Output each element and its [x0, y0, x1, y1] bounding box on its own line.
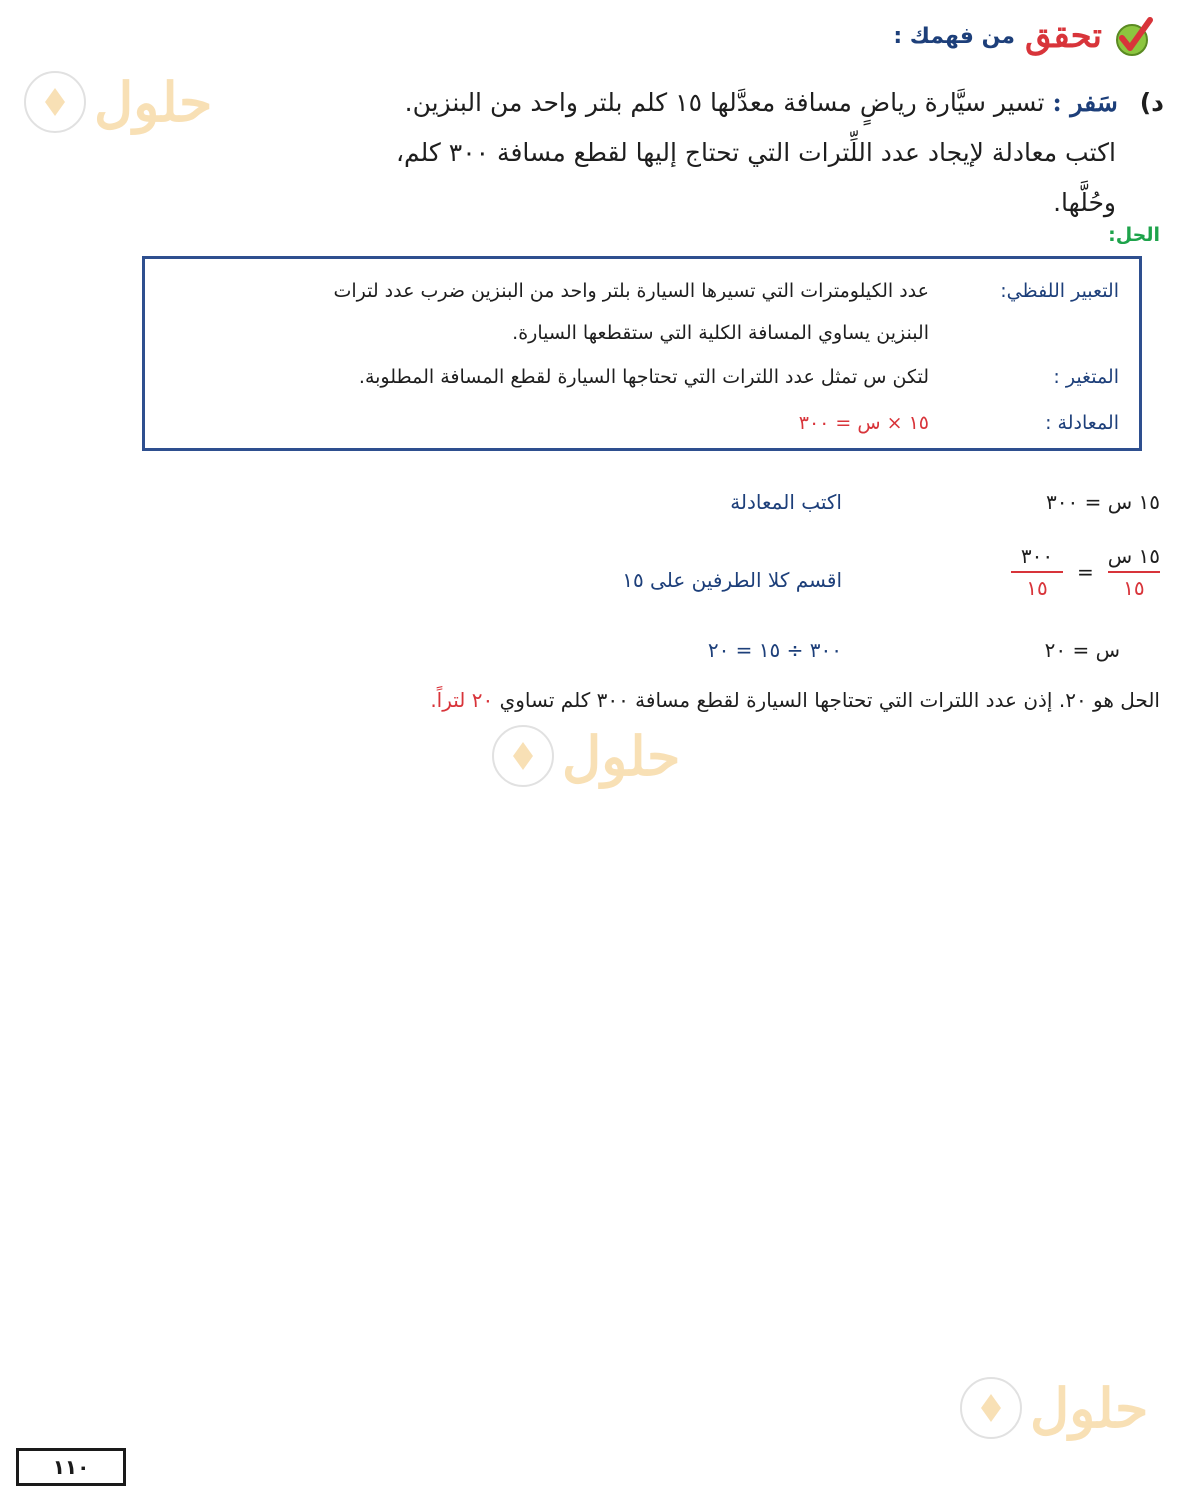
- logo-badge-icon: [24, 71, 86, 133]
- verbal-row-2: [512, 311, 929, 355]
- step-1-note: اكتب المعادلة: [730, 490, 842, 514]
- equation-row: [799, 401, 1119, 445]
- problem-text-1: تسير سيَّارة رياضٍ مسافة معدَّلها ١٥ كلم بلتر واحد من البنزين.: [404, 88, 1045, 117]
- fraction-left: [1108, 544, 1160, 600]
- watermark-text: حلول: [94, 70, 213, 134]
- header-title: تحقق: [1025, 16, 1102, 56]
- step-1-equation: ١٥ س = ٣٠٠: [1046, 490, 1160, 514]
- fraction-right-numerator: ٣٠٠: [1020, 544, 1054, 568]
- checkmark-icon: [1112, 14, 1156, 58]
- watermark-logo: [492, 724, 680, 788]
- watermark-logo: [960, 1376, 1148, 1440]
- solution-label: الحل:: [1108, 224, 1160, 246]
- conclusion-answer: ٢٠ لتراً.: [430, 688, 494, 712]
- step-2-note: اقسم كلا الطرفين على ١٥: [622, 568, 842, 592]
- variable-row: [359, 355, 1119, 399]
- fraction-right-denominator: ١٥: [1026, 576, 1048, 600]
- problem-keyword: سَفر :: [1052, 88, 1118, 117]
- variable-text: لتكن س تمثل عدد اللترات التي تحتاجها السيارة لقطع المسافة المطلوبة.: [358, 366, 929, 388]
- verbal-text-2: البنزين يساوي المسافة الكلية التي ستقطعها السيارة.: [512, 322, 929, 344]
- equation-label: المعادلة :: [1045, 412, 1119, 434]
- fraction-left-denominator: ١٥: [1123, 576, 1145, 600]
- equation-text: ١٥ × س = ٣٠٠: [798, 412, 929, 434]
- problem-letter: د): [1139, 88, 1164, 117]
- logo-badge-icon: [492, 725, 554, 787]
- page-number: ١١٠: [16, 1448, 126, 1486]
- watermark-text: حلول: [562, 724, 681, 788]
- problem-line-3: وحُلَّها.: [1053, 188, 1116, 217]
- equals-sign: =: [1076, 560, 1094, 584]
- conclusion-text: الحل هو ٢٠. إذن عدد اللترات التي تحتاجها السيارة لقطع مسافة ٣٠٠ كلم تساوي: [499, 688, 1160, 712]
- fraction-bar: [1011, 571, 1063, 573]
- watermark-logo: [24, 70, 212, 134]
- logo-badge-icon: [960, 1377, 1022, 1439]
- section-header: [893, 14, 1156, 58]
- conclusion: [430, 688, 1160, 712]
- fraction-right: [1011, 544, 1063, 600]
- step-3-equation: س = ٢٠: [1044, 638, 1120, 662]
- problem-line-2: اكتب معادلة لإيجاد عدد اللِّترات التي تحتاج إليها لقطع مسافة ٣٠٠ كلم،: [395, 138, 1116, 167]
- watermark-text: حلول: [1030, 1376, 1149, 1440]
- fraction-left-numerator: ١٥ س: [1107, 544, 1160, 568]
- verbal-text-1: عدد الكيلومترات التي تسيرها السيارة بلتر واحد من البنزين ضرب عدد لترات: [333, 280, 929, 302]
- verbal-row: [333, 269, 1119, 313]
- verbal-label: التعبير اللفظي:: [1000, 280, 1119, 302]
- problem-line-1: [204, 78, 1164, 128]
- variable-label: المتغير :: [1053, 366, 1119, 388]
- header-subtitle: من فهمك :: [893, 23, 1016, 49]
- step-3-note: ٣٠٠ ÷ ١٥ = ٢٠: [707, 638, 842, 662]
- fraction-bar: [1108, 571, 1160, 573]
- problem-statement: [204, 78, 1164, 228]
- step-2-equation: [1011, 544, 1160, 600]
- solution-box: [142, 256, 1142, 451]
